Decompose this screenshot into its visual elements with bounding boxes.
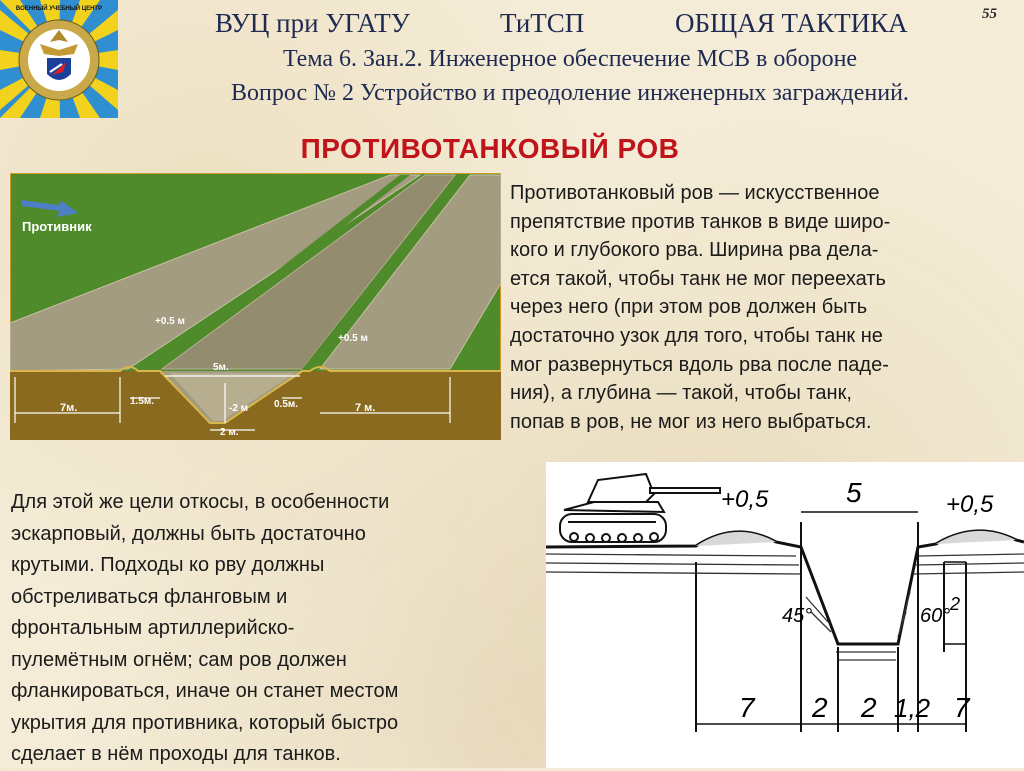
dim-left-berm: 2: [812, 692, 828, 723]
tactics-line: крутыми. Подходы ко рву должны: [11, 554, 325, 576]
ditch-depth-label: -2 м: [229, 403, 249, 414]
tactics-line: укрытия для противника, который быстро: [11, 711, 399, 734]
definition-line: достаточно узок для того, чтобы танк не: [510, 324, 883, 347]
header-question: Вопрос № 2 Устройство и преодоление инженерных заграждений.: [231, 80, 909, 106]
right-rampart-label: +0.5 м: [338, 333, 368, 344]
right-spoil-label: 7 м.: [355, 402, 376, 414]
enemy-label: Противник: [22, 219, 92, 234]
left-rampart-label: +0.5 м: [155, 316, 185, 327]
definition-paragraph: [510, 179, 1010, 436]
logo-text: ВОЕННЫЙ УЧЕБНЫЙ ЦЕНТР: [15, 6, 103, 12]
definition-line: ется такой, чтобы танк не мог переехать: [510, 267, 886, 290]
definition-line: через него (при этом ров должен быть: [510, 296, 868, 319]
right-angle-label: 60°: [920, 605, 951, 627]
left-berm-label: 1.5м.: [130, 396, 155, 407]
header-subject: ОБЩАЯ ТАКТИКА: [675, 8, 908, 38]
tactics-line: обстреливаться фланговым и: [11, 585, 288, 608]
right-height-label: +0,5: [946, 491, 994, 518]
dim-bottom: 2: [861, 692, 877, 723]
top-width-label: 5: [846, 477, 862, 508]
shield-icon: [47, 58, 71, 80]
definition-line: препятствие против танков в виде широ-: [510, 210, 891, 233]
header-course-line: [215, 8, 945, 38]
dim-right-berm: 1,2: [894, 693, 931, 723]
definition-line: кого и глубокого рва. Ширина рва дела-: [510, 239, 879, 262]
left-spoil-label: 7м.: [60, 402, 78, 414]
tactics-line: сделает в нём проходы для танков.: [11, 743, 341, 765]
definition-line: попав в ров, не мог из него выбраться.: [510, 410, 872, 433]
slide-number: 55: [982, 6, 997, 22]
bottom-width-label: 2 м.: [220, 427, 239, 438]
perspective-ditch-diagram: [10, 173, 501, 440]
ditch-width-label: 5м.: [213, 362, 229, 373]
tactics-line: эскарповый, должны быть достаточно: [11, 522, 366, 545]
left-height-label: +0,5: [721, 486, 769, 513]
cross-section-drawing: [546, 462, 1024, 768]
military-center-logo: [0, 0, 118, 118]
tactics-line: фронтальным артиллерийско-: [11, 617, 295, 639]
slide-title: ПРОТИВОТАНКОВЫЙ РОВ: [300, 133, 680, 164]
left-angle-label: 45°: [782, 605, 813, 627]
header-department: ТиТСП: [500, 8, 585, 38]
right-berm-label: 0.5м.: [274, 399, 299, 410]
header-topic: Тема 6. Зан.2. Инженерное обеспечение МСВ в обороне: [282, 46, 858, 72]
tactics-line: фланкироваться, иначе он станет местом: [11, 680, 399, 702]
tactics-paragraph: [11, 487, 531, 771]
tactics-line: пулемётным огнём; сам ров должен: [11, 648, 347, 671]
header-center-name: ВУЦ при УГАТУ: [215, 8, 410, 38]
definition-line: Противотанковый ров — искусственное: [510, 182, 880, 204]
depth-label: 2: [950, 594, 961, 614]
tactics-line: Для этой же цели откосы, в особенности: [11, 491, 390, 513]
dim-right-spoil: 7: [954, 692, 970, 723]
definition-line: ния), а глубина — такой, чтобы танк,: [510, 382, 852, 405]
definition-line: мог развернуться вдоль рва после паде-: [510, 353, 889, 376]
dim-left-spoil: 7: [739, 692, 755, 723]
